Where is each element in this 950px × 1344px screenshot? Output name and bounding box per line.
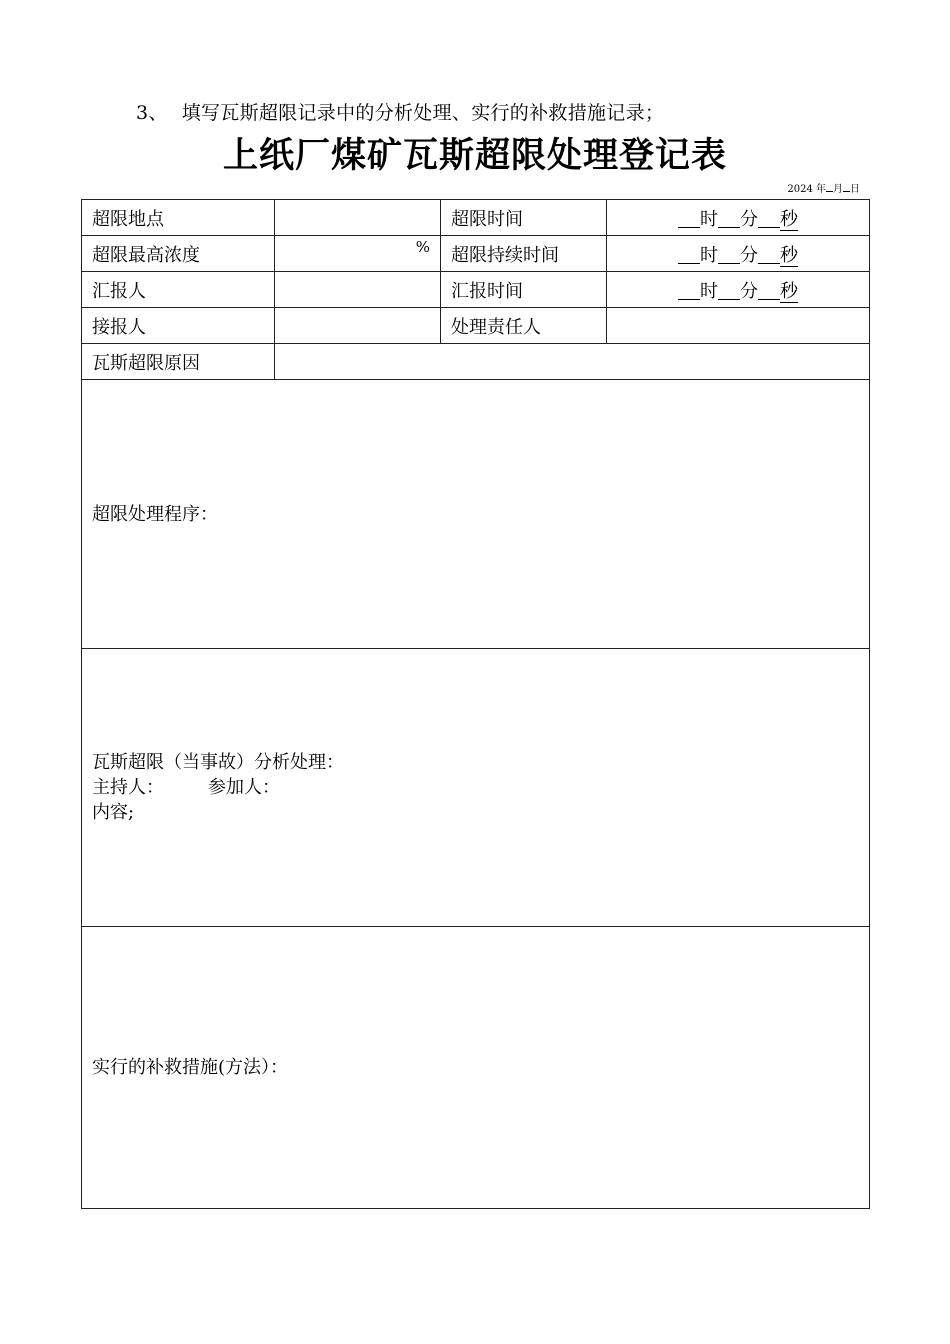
procedure-section[interactable] [82,380,870,649]
duration-field[interactable]: 时 分 秒 [607,236,870,272]
location-label: 超限地点 [82,200,275,236]
receiver-label: 接报人 [82,308,275,344]
intro-number: 3、 [136,102,168,124]
cause-field[interactable] [275,344,870,380]
responsible-field[interactable] [607,308,870,344]
analysis-people-line [92,775,859,800]
responsible-label: 处理责任人 [441,308,607,344]
procedure-label: 超限处理程序： [92,503,218,525]
date-line [787,180,860,195]
date-month-blank[interactable] [826,182,833,192]
date-year-unit: 年 [816,184,826,195]
table-row [82,649,870,927]
remedy-section[interactable] [82,927,870,1209]
report-time-label: 汇报时间 [441,272,607,308]
table-row [82,344,870,380]
exceed-time-label: 超限时间 [441,200,607,236]
table-row [82,236,870,272]
registration-form-table [81,199,870,1209]
content-label: 内容; [92,802,135,823]
reporter-label: 汇报人 [82,272,275,308]
location-field[interactable] [275,200,441,236]
date-day-unit: 日 [850,184,860,195]
intro-text: 填写瓦斯超限记录中的分析处理、实行的补救措施记录； [181,102,665,124]
date-year: 2024 [787,184,813,195]
table-row [82,272,870,308]
table-row [82,380,870,649]
table-row [82,308,870,344]
analysis-label: 瓦斯超限（当事故）分析处理： [92,752,344,773]
duration-label: 超限持续时间 [441,236,607,272]
page-title: 上纸厂煤矿瓦斯超限处理登记表 [222,136,727,176]
exceed-time-field[interactable]: 时 分 秒 [607,200,870,236]
percent-sign: % [415,238,430,256]
analysis-section[interactable] [82,649,870,927]
cause-label: 瓦斯超限原因 [82,344,275,380]
receiver-field[interactable] [275,308,441,344]
date-day-blank[interactable] [843,182,850,192]
participants-label: 参加人： [208,777,280,798]
reporter-field[interactable] [275,272,441,308]
remedy-label: 实行的补救措施(方法）： [92,1057,289,1078]
date-month-unit: 月 [833,184,843,195]
table-row [82,927,870,1209]
report-time-field[interactable]: 时 分 秒 [607,272,870,308]
max-concentration-label: 超限最高浓度 [82,236,275,272]
max-concentration-field[interactable] [275,236,441,272]
host-label: 主持人： [92,777,164,798]
intro-line [136,98,664,125]
table-row [82,200,870,236]
